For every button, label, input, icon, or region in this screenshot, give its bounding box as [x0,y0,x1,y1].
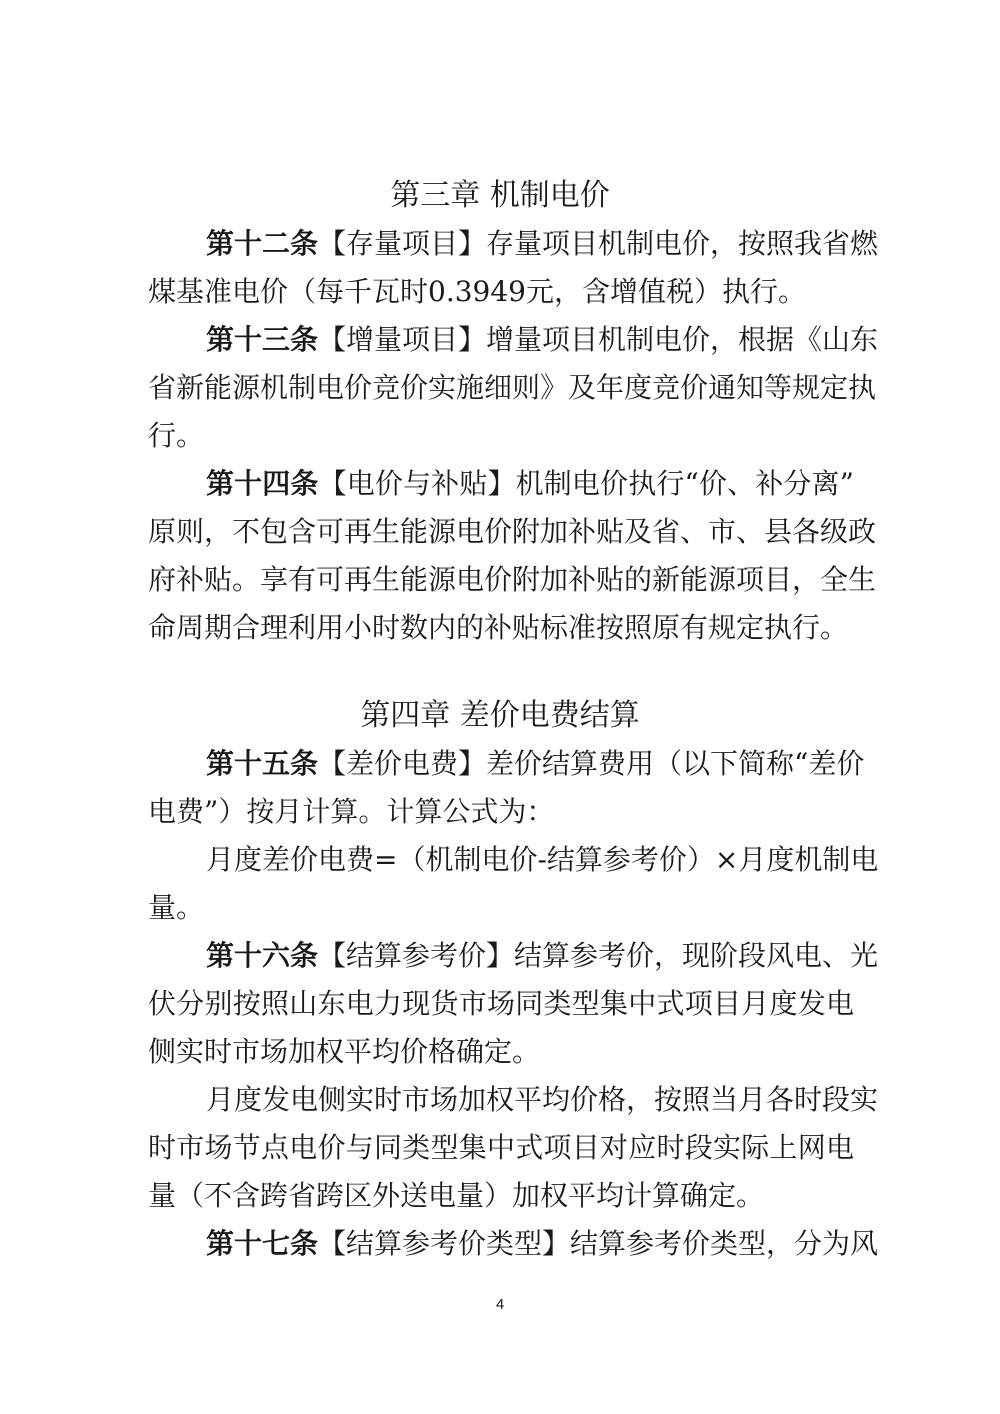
article-16-line-3: 侧实时市场加权平均价格确定。 [148,1035,541,1068]
article-14-line-1: 第十四条【电价与补贴】机制电价执行“价、补分离” [206,467,854,500]
article-13-line-3: 行。 [148,419,205,452]
chapter-3-title: 第三章 机制电价 [390,178,610,213]
article-16-paragraph-2-line-1: 月度发电侧实时市场加权平均价格，按照当月各时段实 [206,1083,879,1116]
article-17-label: 第十七条 [206,1227,319,1260]
article-17-line-1: 第十七条【结算参考价类型】结算参考价类型，分为风 [206,1227,879,1260]
chapter-4-title: 第四章 差价电费结算 [360,698,640,733]
article-12-line-1: 第十二条【存量项目】存量项目机制电价，按照我省燃 [206,227,879,260]
article-16-line-2: 伏分别按照山东电力现货市场同类型集中式项目月度发电 [148,987,854,1020]
article-16-paragraph-2-line-2: 时市场节点电价与同类型集中式项目对应时段实际上网电 [148,1131,854,1164]
article-14-label: 第十四条 [206,467,319,500]
article-13-label: 第十三条 [206,323,319,356]
page-number: 4 [495,1296,505,1313]
article-16-line-1: 第十六条【结算参考价】结算参考价，现阶段风电、光 [206,939,879,972]
formula-line-1: 月度差价电费=（机制电价-结算参考价）×月度机制电 [206,843,879,876]
article-15-line-1: 第十五条【差价电费】差价结算费用（以下简称“差价 [206,747,865,780]
formula-line-2: 量。 [148,891,205,924]
article-15-label: 第十五条 [206,747,319,780]
article-14-line-3: 府补贴。享有可再生能源电价附加补贴的新能源项目，全生 [148,563,877,596]
article-16-paragraph-2-line-3: 量（不含跨省跨区外送电量）加权平均计算确定。 [148,1179,765,1212]
article-16-label: 第十六条 [206,939,319,972]
article-12-line-2: 煤基准电价（每千瓦时0.3949元，含增值税）执行。 [148,275,806,308]
article-15-line-2: 电费”）按月计算。计算公式为： [148,795,555,828]
article-13-line-1: 第十三条【增量项目】增量项目机制电价，根据《山东 [206,323,879,356]
article-12-label: 第十二条 [206,227,319,260]
article-13-line-2: 省新能源机制电价竞价实施细则》及年度竞价通知等规定执 [148,371,877,404]
article-14-line-4: 命周期合理利用小时数内的补贴标准按照原有规定执行。 [148,611,849,644]
article-14-line-2: 原则，不包含可再生能源电价附加补贴及省、市、县各级政 [148,515,877,548]
